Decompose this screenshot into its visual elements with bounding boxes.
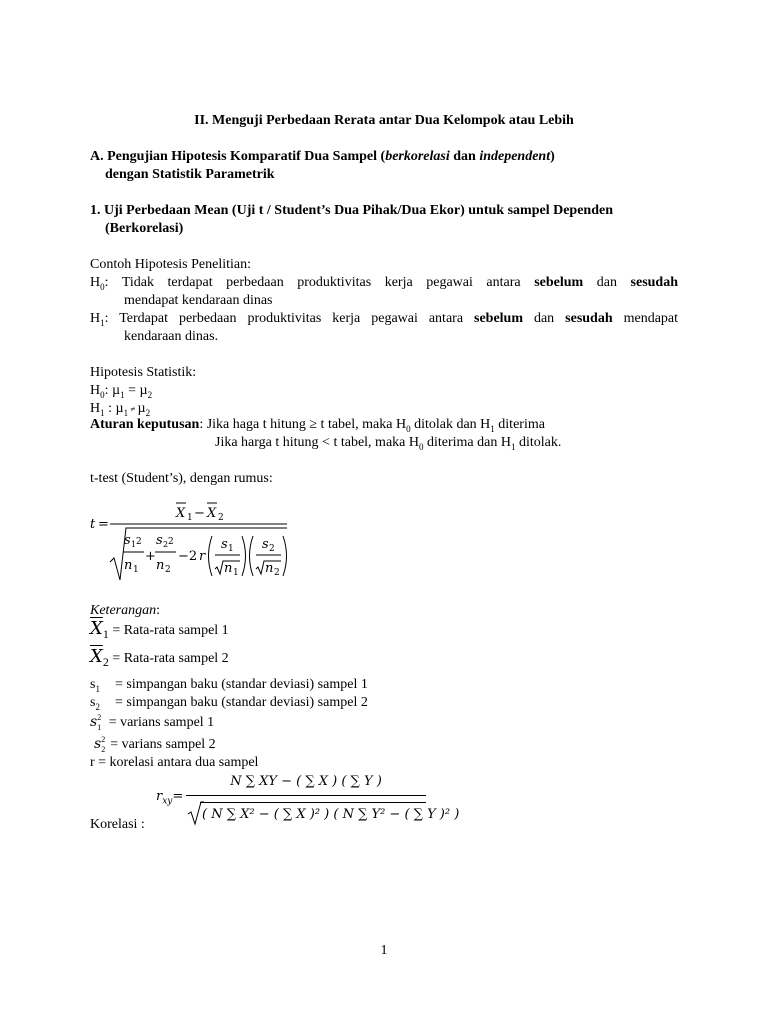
section-a-prefix: A. Pengujian Hipotesis Komparatif Dua Sampel ( <box>90 149 386 164</box>
legend-s1-sym: s <box>90 677 96 692</box>
hs-h0-expr: : µ <box>104 383 121 398</box>
ft-n2-sub: 2 <box>165 565 171 575</box>
hs-h0-sub: 0 <box>100 389 105 400</box>
ft-p-n1-sub: 1 <box>233 568 239 578</box>
legend-v1-scripts <box>97 713 105 731</box>
aturan-l2a: Jika harga t hitung < t tabel, maka H <box>215 435 419 450</box>
h0-text-b: dan <box>583 275 631 290</box>
h1-research-hypothesis <box>90 310 678 328</box>
legend-s1-text: = simpangan baku (standar deviasi) sampel 1 <box>115 677 368 692</box>
h1-text-b: dan <box>523 311 566 326</box>
page-number: 1 <box>380 943 388 958</box>
legend-s2-sub: 2 <box>95 701 100 712</box>
section-a-em2: independent <box>479 149 551 164</box>
h0-label: H <box>90 275 101 290</box>
ft-p-n2: n <box>265 561 274 576</box>
legend-r: r = korelasi antara dua sampel <box>90 755 259 770</box>
legend-x2-text: = Rata-rata sampel 2 <box>108 651 229 666</box>
section-a-mid: dan <box>449 149 480 164</box>
legend-s1-sub: 1 <box>95 683 100 694</box>
section-a-suffix: ) <box>550 149 555 164</box>
ft-r: r <box>199 549 206 564</box>
aturan-line1 <box>90 416 545 434</box>
legend-var1 <box>90 713 390 732</box>
ft-paren-l2 <box>250 536 254 576</box>
ft-p-s1-sub: 1 <box>228 544 234 554</box>
aturan-l2-s1: 1 <box>510 441 516 452</box>
h0-statistical <box>90 382 152 400</box>
h0-bold-sebelum: sebelum <box>534 275 584 290</box>
section-1-heading: 1. Uji Perbedaan Mean (Uji t / Student’s Dua Pihak/Dua Ekor) untuk sampel Dependen <box>90 203 613 218</box>
ft-n1: n <box>124 558 133 573</box>
rxy-lhs <box>156 788 183 806</box>
legend-x1-text: = Rata-rata sampel 1 <box>108 623 229 638</box>
document-page <box>90 0 678 1024</box>
aturan-l1c: diterima <box>494 417 545 432</box>
h1-bold-sebelum: sebelum <box>474 311 523 326</box>
legend-x2 <box>90 648 229 668</box>
aturan-l2b: diterima dan H <box>423 435 511 450</box>
rxy-eq: = <box>172 789 184 804</box>
aturan-l2c: ditolak. <box>515 435 562 450</box>
rxy-r: r <box>156 789 163 804</box>
legend-v1-text: = varians sampel 1 <box>105 715 215 730</box>
legend-v2-sup: 2 <box>101 735 106 744</box>
page-title: II. Menguji Perbedaan Rerata antar Dua Kelompok atau Lebih <box>194 113 574 128</box>
ft-plus: + <box>145 549 156 564</box>
rxy-denominator: ( N ∑ X² − ( ∑ X )² ) ( N ∑ Y² − ( ∑ Y )² ) <box>202 807 460 822</box>
ft-s2-sq: 2 <box>168 537 174 547</box>
ft-paren-l1 <box>209 536 213 576</box>
keterangan-label: Keterangan <box>90 603 157 618</box>
ft-lhs: t <box>90 517 96 532</box>
section-a-em1: berkorelasi <box>385 149 450 164</box>
t-test-formula <box>90 500 300 586</box>
section-a-heading <box>90 148 678 166</box>
ft-s2: s <box>156 533 163 548</box>
aturan-l1b: ditolak dan H <box>410 417 491 432</box>
aturan-l1-s0: 0 <box>406 423 411 434</box>
aturan-line2 <box>215 434 561 452</box>
ft-paren-r2 <box>283 536 287 576</box>
ft-minus2: −2 <box>178 549 198 564</box>
ft-s2-sub: 2 <box>163 540 169 549</box>
ft-s1-sq: 2 <box>136 537 142 547</box>
legend-v1-sub: 1 <box>97 723 102 732</box>
h0-sub: 0 <box>100 281 105 292</box>
h1-bold-sesudah: sesudah <box>565 311 613 326</box>
ft-n2: n <box>156 558 165 573</box>
hs-h0: H <box>90 383 101 398</box>
hs-h1-s1: 1 <box>123 407 129 418</box>
ft-n1-sub: 1 <box>133 565 139 575</box>
ft-s1: s <box>124 533 131 548</box>
legend-v1-sup: 2 <box>97 713 102 722</box>
ttest-intro: t-test (Student’s), dengan rumus: <box>90 471 273 486</box>
korelasi-label: Korelasi : <box>90 817 145 832</box>
ft-s1-sub: 1 <box>131 540 137 549</box>
ft-p-s2: s <box>262 537 269 552</box>
legend-v2-sub: 2 <box>101 745 106 754</box>
contoh-heading: Contoh Hipotesis Penelitian: <box>90 257 251 272</box>
legend-x1-sub: 1 <box>102 626 109 641</box>
legend-x1-sym: $\overline{X}$ <box>90 618 103 639</box>
h0-research-hypothesis <box>90 274 678 292</box>
legend-v1-sym: s <box>90 714 98 730</box>
legend-s2-sym: s <box>90 695 96 710</box>
hs-h1-expr: : µ <box>104 401 124 416</box>
legend-v2-sym: s <box>94 736 102 752</box>
ft-minus: − <box>194 506 205 521</box>
h1-sub: 1 <box>100 317 105 328</box>
aturan-l2-s0: 0 <box>418 441 424 452</box>
ft-eq: = <box>98 517 109 532</box>
section-a-line2: dengan Statistik Parametrik <box>105 167 275 182</box>
ft-p-n1: n <box>224 561 233 576</box>
hs-h0-s2: 2 <box>147 389 153 400</box>
h0-text-a: : Tidak terdapat perbedaan produktivitas kerja pegawai antara <box>104 275 535 290</box>
legend-x1 <box>90 620 229 640</box>
ft-p-s2-sub: 2 <box>269 544 275 554</box>
ft-paren-r1 <box>242 536 246 576</box>
h1-text-a: : Terdapat perbedaan produktivitas kerja pegawai antara <box>104 311 474 326</box>
rxy-fraction-line <box>186 795 426 796</box>
hs-h0-s1: 1 <box>120 389 125 400</box>
section-1-line2: (Berkorelasi) <box>105 221 184 236</box>
legend-x2-sub: 2 <box>102 654 109 669</box>
aturan-l1-s1: 1 <box>490 423 495 434</box>
hs-h1-sub: 1 <box>100 407 105 418</box>
legend-s1 <box>90 676 368 694</box>
legend-v2-text: = varians sampel 2 <box>110 737 216 752</box>
rxy-numerator: N ∑ XY − ( ∑ X ) ( ∑ Y ) <box>230 774 382 789</box>
h1-text-c: mendapat <box>612 311 679 326</box>
ft-x2-sub: 2 <box>218 513 224 523</box>
legend-v2-scripts <box>101 735 110 753</box>
hs-h1: H <box>90 401 101 416</box>
h1-line2: kendaraan dinas. <box>124 329 219 344</box>
rxy-sqrt-bar <box>200 802 426 803</box>
ft-p-s1: s <box>221 537 228 552</box>
h0-bold-sesudah: sesudah <box>630 275 678 290</box>
aturan-l1a: : Jika haga t hitung ≥ t tabel, maka H <box>199 417 407 432</box>
keterangan-colon: : <box>156 603 160 618</box>
aturan-label: Aturan keputusan <box>90 417 200 432</box>
legend-s2 <box>90 694 410 712</box>
hipotesis-statistik-heading: Hipotesis Statistik: <box>90 365 197 380</box>
ft-x2: X <box>207 506 217 521</box>
ft-x1: X <box>176 506 186 521</box>
legend-s2-text: = simpangan baku (standar deviasi) sampel 2 <box>115 695 368 710</box>
legend-var2 <box>94 735 394 754</box>
hs-h0-eq: = µ <box>124 383 148 398</box>
h0-line2: mendapat kendaraan dinas <box>124 293 273 308</box>
hs-h1-mu: µ <box>137 401 146 416</box>
rxy-sub: xy <box>162 796 173 807</box>
legend-x2-sym: $\overline{X}$ <box>90 646 103 667</box>
hs-h1-neq: ≠ <box>128 404 138 414</box>
hs-h1-s2: 2 <box>145 407 151 418</box>
h1-label: H <box>90 311 101 326</box>
ft-x1-sub: 1 <box>187 513 193 523</box>
ft-p-n2-sub: 2 <box>274 568 280 578</box>
